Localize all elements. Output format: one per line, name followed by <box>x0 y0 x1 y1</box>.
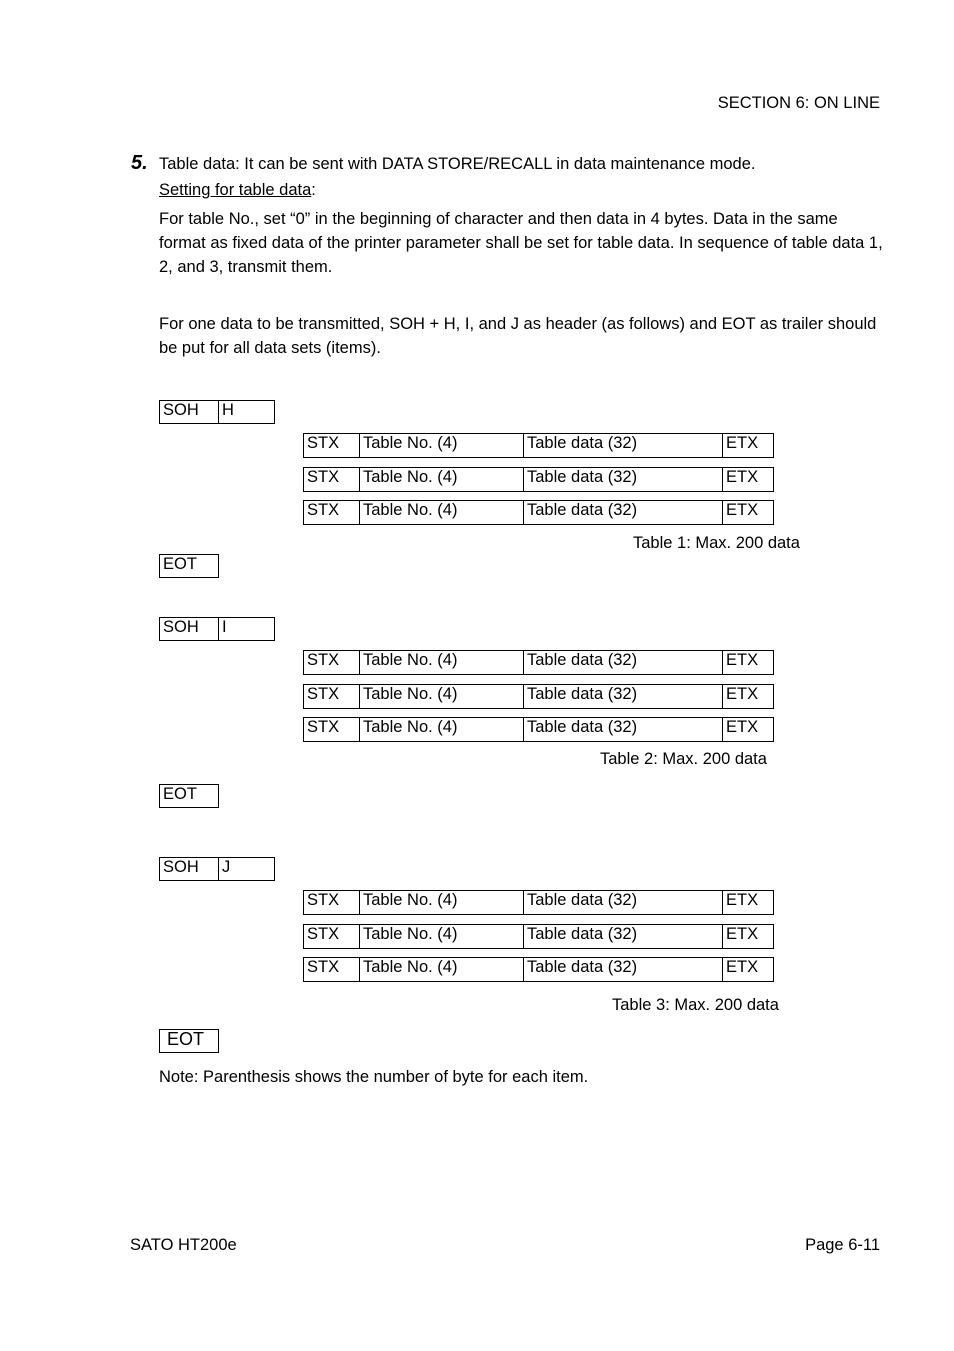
table-row <box>303 650 774 675</box>
trailer-eot: EOT <box>163 555 197 573</box>
header-box-1 <box>159 400 275 424</box>
cell-table-data: Table data (32) <box>523 434 722 457</box>
cell-stx: STX <box>307 718 340 736</box>
cell-etx: ETX <box>722 891 773 914</box>
cell-stx: STX <box>307 958 340 976</box>
table-row <box>303 500 774 525</box>
footer-page-number: Page 6-11 <box>805 1236 880 1254</box>
paragraph-2: For one data to be transmitted, SOH + H, I, and J as header (as follows) and EOT as trailer should be put for all data sets (items). <box>159 315 877 357</box>
header-box-3 <box>159 857 275 881</box>
cell-table-data: Table data (32) <box>523 468 722 491</box>
cell-table-data: Table data (32) <box>523 891 722 914</box>
paragraph-1: For table No., set “0” in the beginning of character and then data in 4 bytes. Data in the same format as fixed data of the printer parameter shall be set for table data. In sequence of table data 1, 2, and 3, transmit them. <box>159 210 883 276</box>
cell-table-data: Table data (32) <box>523 501 722 524</box>
cell-etx: ETX <box>722 501 773 524</box>
cell-table-data: Table data (32) <box>523 685 722 708</box>
header-letter: H <box>218 401 274 423</box>
table-caption-3: Table 3: Max. 200 data <box>612 996 779 1014</box>
trailer-box-1 <box>159 554 219 578</box>
table-caption-1: Table 1: Max. 200 data <box>633 534 800 552</box>
running-header: SECTION 6: ON LINE <box>717 94 880 112</box>
trailer-box-2 <box>159 784 219 808</box>
cell-etx: ETX <box>722 468 773 491</box>
table-row <box>303 890 774 915</box>
setting-heading <box>159 178 884 202</box>
cell-stx: STX <box>307 468 340 486</box>
cell-stx: STX <box>307 651 340 669</box>
table-row <box>303 433 774 458</box>
header-soh: SOH <box>163 401 199 419</box>
cell-table-data: Table data (32) <box>523 958 722 981</box>
header-box-2 <box>159 617 275 641</box>
cell-etx: ETX <box>722 718 773 741</box>
cell-table-no: Table No. (4) <box>359 958 523 981</box>
cell-etx: ETX <box>722 685 773 708</box>
cell-stx: STX <box>307 434 340 452</box>
setting-colon: : <box>311 181 316 199</box>
item-intro: Table data: It can be sent with DATA STORE/RECALL in data maintenance mode. <box>159 155 756 173</box>
cell-etx: ETX <box>722 434 773 457</box>
cell-table-no: Table No. (4) <box>359 925 523 948</box>
table-row <box>303 684 774 709</box>
trailer-eot: EOT <box>163 785 197 803</box>
cell-table-no: Table No. (4) <box>359 468 523 491</box>
table-row <box>303 717 774 742</box>
cell-table-no: Table No. (4) <box>359 891 523 914</box>
cell-etx: ETX <box>722 651 773 674</box>
header-soh: SOH <box>163 618 199 636</box>
cell-table-data: Table data (32) <box>523 651 722 674</box>
cell-stx: STX <box>307 891 340 909</box>
cell-etx: ETX <box>722 958 773 981</box>
cell-stx: STX <box>307 501 340 519</box>
table-row <box>303 957 774 982</box>
cell-table-no: Table No. (4) <box>359 651 523 674</box>
trailer-eot: EOT <box>167 1030 205 1049</box>
setting-label: Setting for table data <box>159 181 312 199</box>
table-caption-2: Table 2: Max. 200 data <box>600 750 767 768</box>
header-letter: J <box>218 858 274 880</box>
trailer-box-3 <box>159 1029 219 1053</box>
cell-stx: STX <box>307 925 340 943</box>
table-row <box>303 467 774 492</box>
header-letter: I <box>218 618 274 640</box>
cell-table-data: Table data (32) <box>523 718 722 741</box>
header-soh: SOH <box>163 858 199 876</box>
cell-etx: ETX <box>722 925 773 948</box>
cell-table-no: Table No. (4) <box>359 434 523 457</box>
item-number: 5. <box>131 152 148 174</box>
note-text: Note: Parenthesis shows the number of byte for each item. <box>159 1068 589 1086</box>
cell-table-no: Table No. (4) <box>359 501 523 524</box>
table-row <box>303 924 774 949</box>
cell-table-data: Table data (32) <box>523 925 722 948</box>
cell-table-no: Table No. (4) <box>359 685 523 708</box>
footer-product: SATO HT200e <box>130 1236 237 1254</box>
cell-table-no: Table No. (4) <box>359 718 523 741</box>
cell-stx: STX <box>307 685 340 703</box>
